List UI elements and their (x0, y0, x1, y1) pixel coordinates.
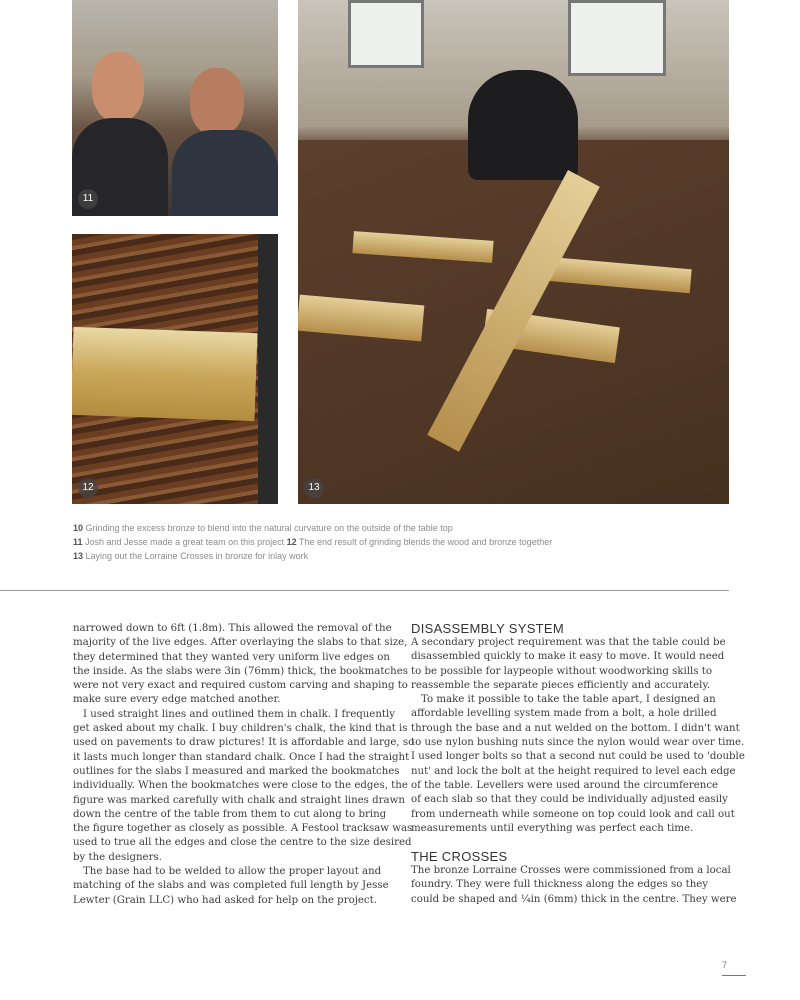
body-text-line: of each slab so that they could be individually adjusted easily (411, 794, 728, 806)
body-text-line: of the table. Levellers were used around the circumference (411, 779, 719, 791)
photo-number-badge: 11 (78, 189, 98, 209)
photo-bronze-wood-blend (72, 234, 278, 504)
body-text-line: it lasts much longer than standard chalk. Once I had the straight (73, 751, 410, 763)
photo-number-badge: 12 (78, 478, 98, 498)
photo-laying-out-crosses (298, 0, 729, 504)
body-text-line: from underneath while someone on top could look and call out (411, 808, 735, 820)
body-text-line: To make it possible to take the table apart, I designed an (421, 694, 716, 706)
body-text-line: figure was marked carefully with chalk and straight lines drawn (73, 794, 405, 806)
body-text-line: narrowed down to 6ft (1.8m). This allowed the removal of the (73, 623, 392, 634)
caption-line (73, 549, 552, 563)
caption-text: Laying out the Lorraine Crosses in bronze for inlay work (85, 551, 309, 561)
body-text-line: used on pavements to draw pictures! It is affordable and large, so (73, 737, 415, 749)
body-text-line: by the designers. (73, 851, 162, 863)
caption-number: 12 (286, 537, 297, 547)
body-text-line: Lewter (Grain LLC) who had asked for help on the project. (73, 894, 377, 906)
body-text-line: to be possible for laypeople without woodworking skills to (411, 665, 713, 677)
caption-text: The end result of grinding blends the wood and bronze together (299, 537, 553, 547)
body-text-line: I used straight lines and outlined them in chalk. I frequently (83, 708, 396, 720)
caption-text: Grinding the excess bronze to blend into the natural curvature on the outside of the table top (85, 523, 453, 533)
caption-line (73, 521, 552, 535)
body-text-line: matching of the slabs and was completed full length by Jesse (73, 880, 389, 892)
photo-captions (73, 521, 552, 563)
caption-number: 10 (73, 523, 84, 533)
body-text-line: the inside. As the slabs were 3in (76mm) thick, the bookmatches (73, 665, 408, 677)
left-column (73, 622, 415, 908)
caption-number: 13 (73, 551, 84, 561)
caption-text: Josh and Jesse made a great team on this project (85, 537, 285, 547)
body-text-line: outlines for the slabs I measured and marked the bookmatches (73, 765, 400, 777)
body-text-line: The bronze Lorraine Crosses were commissioned from a local (411, 865, 731, 877)
body-text-line: the figure together as closely as possible. A Festool tracksaw was (73, 823, 413, 835)
body-text-line: measurements until everything was perfect each time. (411, 822, 694, 834)
page-number: 7 (722, 960, 728, 970)
right-column (411, 621, 745, 907)
body-text-line: The base had to be welded to allow the proper layout and (83, 866, 382, 878)
section-heading: DISASSEMBLY SYSTEM (411, 621, 565, 636)
caption-number: 11 (73, 537, 83, 547)
divider (0, 590, 729, 591)
body-text-line: individually. When the bookmatches were close to the edges, the (73, 780, 408, 792)
body-text-line: disassembled quickly to make it easy to move. It would need (411, 651, 725, 663)
body-text-line: were not very exact and required custom carving and shaping to (73, 680, 408, 692)
body-text-line: majority of the live edges. After overlaying the slabs to that size, (73, 637, 408, 649)
body-text-line: they determined that they wanted very uniform live edges on (73, 651, 390, 663)
body-text-line: A secondary project requirement was that the table could be (411, 637, 726, 648)
body-text-line: affordable levelling system made from a bolt, a hole drilled (411, 708, 717, 720)
body-text-line: down the centre of the table from them to cut along to bring (73, 808, 387, 820)
body-text-line: nut' and lock the bolt at the height required to level each edge (411, 765, 736, 777)
section-heading: THE CROSSES (411, 849, 508, 865)
body-text-line: to use nylon bushing nuts since the nylon would wear over time. (411, 737, 745, 749)
body-text-line: could be shaped and ¼in (6mm) thick in the centre. They were (411, 893, 737, 905)
caption-line (73, 535, 552, 549)
body-text-line: get asked about my chalk. I buy children's chalk, the kind that is (73, 723, 408, 735)
body-text-line: I used longer bolts so that a second nut could be used to 'double (411, 751, 745, 763)
body-text-line: make sure every edge matched another. (73, 694, 281, 706)
section-gap (411, 836, 741, 850)
body-text-line: foundry. They were full thickness along the edges so they (411, 879, 709, 891)
body-text-line: through the base and a nut welded on the bottom. I didn't want (411, 722, 740, 734)
page-number-rule (722, 975, 746, 976)
body-text-line: reassemble the separate pieces efficiently and accurately. (411, 679, 711, 691)
body-text-line: used to true all the edges and close the centre to the size desired (73, 837, 412, 849)
photo-number-badge: 13 (304, 478, 324, 498)
photo-josh-and-jesse (72, 0, 278, 216)
